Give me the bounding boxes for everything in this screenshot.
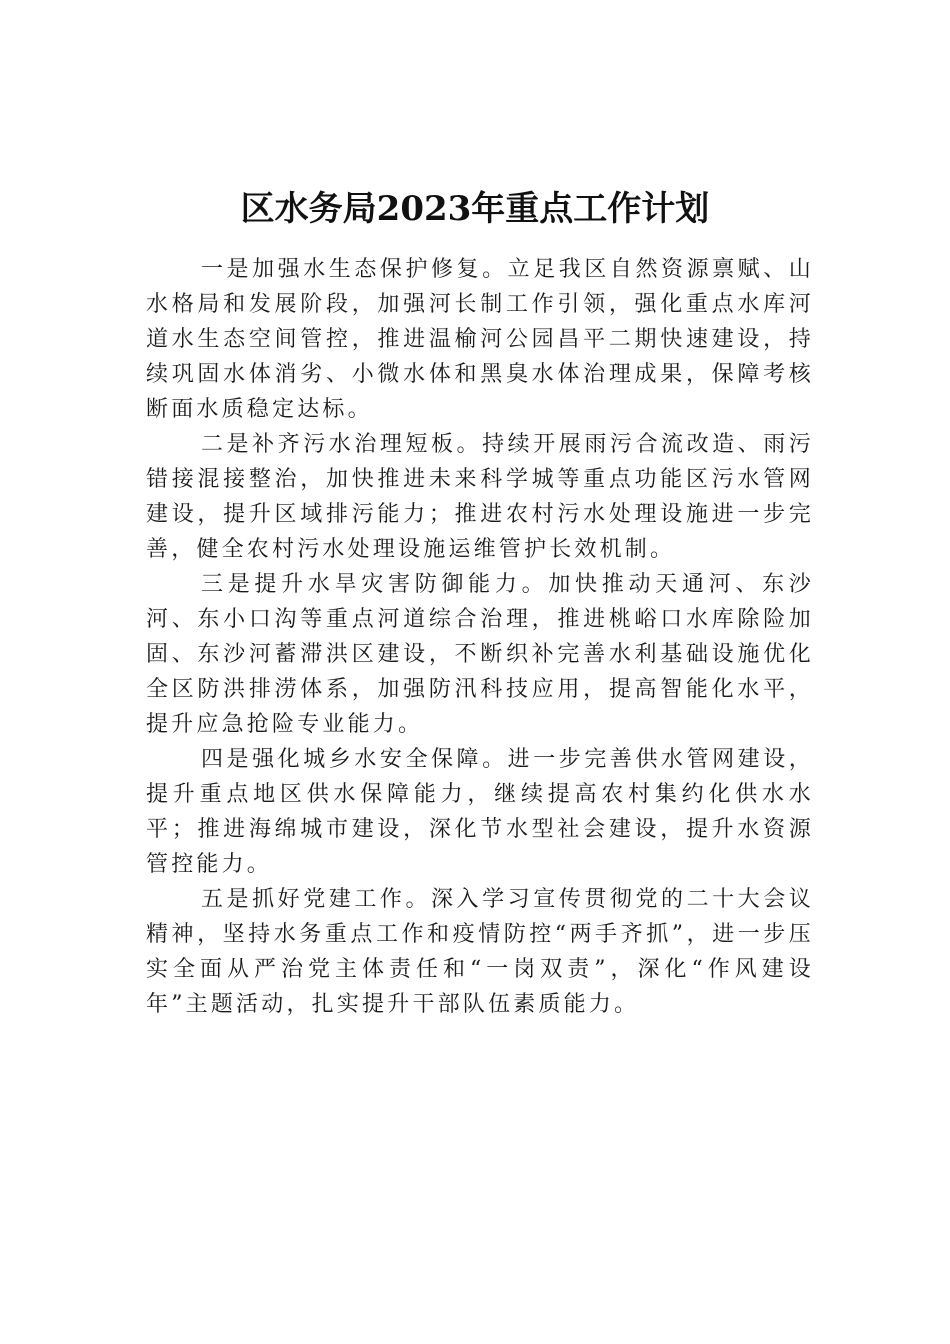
paragraph-2: 二是补齐污水治理短板。持续开展雨污合流改造、雨污错接混接整治，加快推进未来科学城等重点功能区污水管网建设，提升区域排污能力；推进农村污水处理设施进一步完善，健全农村污水处理设施运维管护长效机制。 xyxy=(146,432,814,562)
paragraph-5: 五是抓好党建工作。深入学习宣传贯彻党的二十大会议精神，坚持水务重点工作和疫情防控“两手齐抓”，进一步压实全面从严治党主体责任和“一岗双责”，深化“作风建设年”主题活动，扎实提升干部队伍素质能力。 xyxy=(146,887,814,1017)
paragraph-4: 四是强化城乡水安全保障。进一步完善供水管网建设，提升重点地区供水保障能力，继续提高农村集约化供水水平；推进海绵城市建设，深化节水型社会建设，提升水资源管控能力。 xyxy=(146,747,814,877)
paragraph-1: 一是加强水生态保护修复。立足我区自然资源禀赋、山水格局和发展阶段，加强河长制工作引领，强化重点水库河道水生态空间管控，推进温榆河公园昌平二期快速建设，持续巩固水体消劣、小微水体和黑臭水体治理成果，保障考核断面水质稳定达标。 xyxy=(146,257,814,422)
paragraph-3: 三是提升水旱灾害防御能力。加快推动天通河、东沙河、东小口沟等重点河道综合治理，推进桃峪口水库除险加固、东沙河蓄滞洪区建设，不断织补完善水利基础设施优化全区防洪排涝体系，加强防汛科技应用，提高智能化水平，提升应急抢险专业能力。 xyxy=(146,572,814,737)
document-body xyxy=(146,252,814,1022)
document-title: 区水务局2023年重点工作计划 xyxy=(240,188,710,229)
